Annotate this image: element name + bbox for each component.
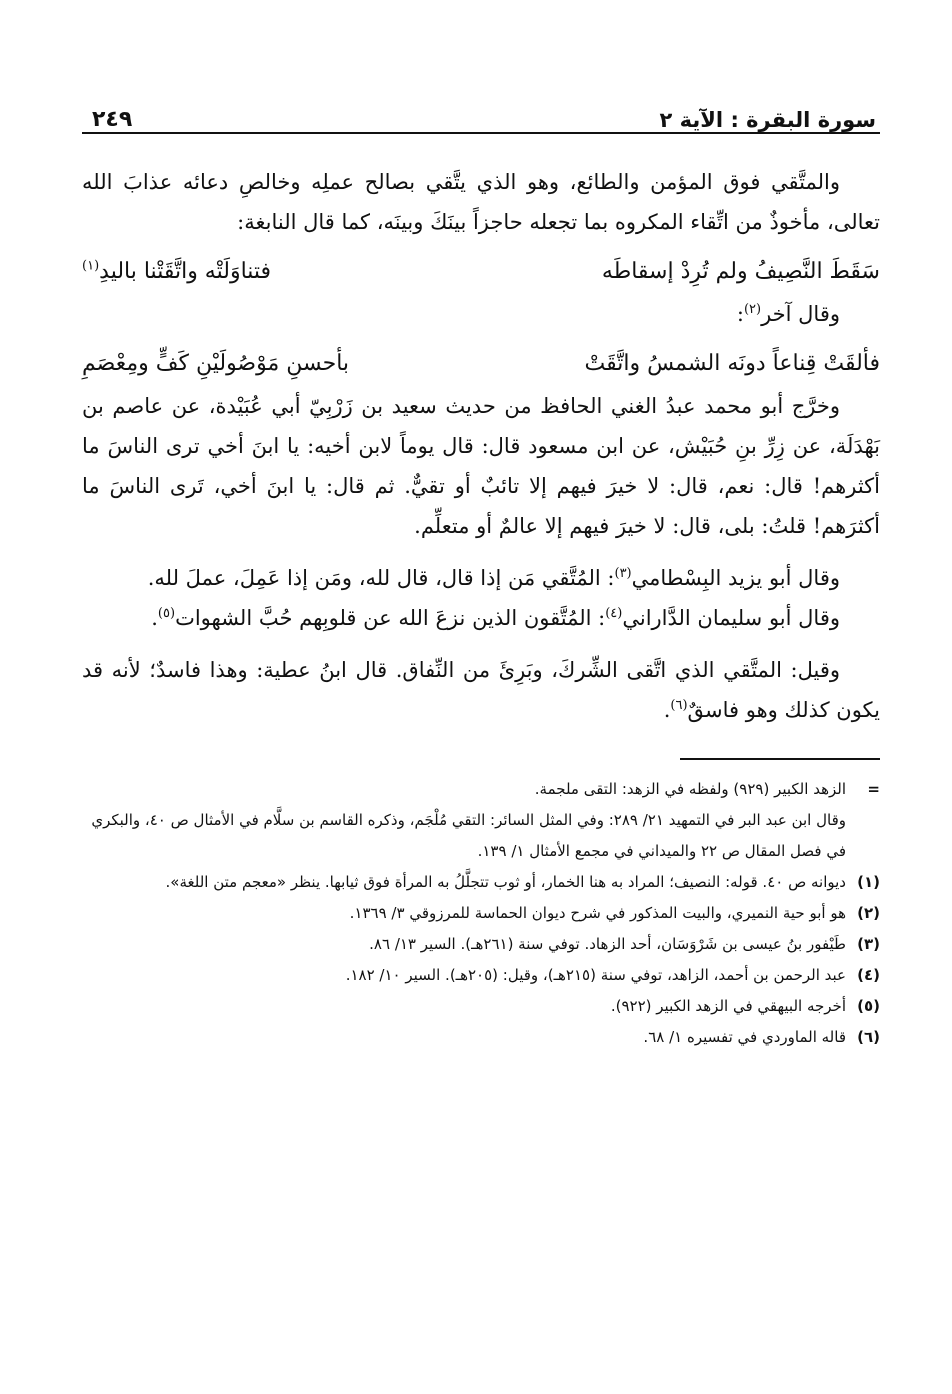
poetry-verse-1 [82, 250, 880, 294]
footnote-mark: = [867, 780, 880, 798]
footnote-text: طَيْفور بنُ عيسى بن شَرْوَسَان، أحد الزهاد. توفي سنة (٢٦١هـ). السير ١٣/ ٨٦. [369, 935, 846, 953]
verse-1-first-hemistich: سَقَطَ النَّصِيفُ ولم تُرِدْ إسقاطَه [601, 259, 880, 284]
period: . [151, 606, 158, 630]
verse-1-second-hemistich: فتناوَلَتْه واتَّقَتْنا باليدِ [99, 259, 272, 284]
book-page [82, 88, 880, 1354]
footnote-2 [82, 898, 880, 929]
bistami-intro: وقال أبو يزيد البِسْطامي [631, 566, 840, 590]
footnote-ref-1: (١) [82, 258, 100, 274]
footnote-mark: (٢) [857, 904, 880, 922]
bistami-saying: : المُتَّقي مَن إذا قال، قال لله، ومَن إذا عَمِلَ، عملَ لله. [147, 566, 615, 590]
poetry-verse-2 [82, 342, 880, 386]
footnote-text: أخرجه البيهقي في الزهد الكبير (٩٢٢). [610, 997, 846, 1015]
darani-intro: وقال أبو سليمان الدَّاراني [622, 606, 840, 630]
verse-1-second-hemistich-wrap [82, 250, 271, 294]
darani-saying: : المُتَّقون الذين نزعَ الله عن قلوبِهم حُبَّ الشهوات [175, 606, 606, 630]
footnote-mark: (١) [857, 873, 880, 891]
footnote-continuation [82, 774, 880, 805]
paragraph-hadith: وخرَّج أبو محمد عبدُ الغني الحافظ من حديث سعيد بن زَرْبِيّ أبي عُبَيْدة، عن عاصم بن بَهْدَلَة، عن زِرِّ بنِ حُبَيْش، عن ابن مسعود قال: قال يوماً لابن أخيه: يا ابنَ أخي ترى الناسَ ما أكثرهم! قال: نعم، قال: لا خيرَ فيهم إلا تائبٌ أو تقيٌّ. ثم قال: يا ابنَ أخي، تَرى الناسَ ما أكثرَهم! قلتُ: بلى، قال: لا خيرَ فيهم إلا عالمٌ أو متعلِّم. [82, 394, 880, 538]
footnote-ref-4: (٤) [605, 606, 623, 621]
footnote-text: وقال ابن عبد البر في التمهيد ٢١/ ٢٨٩: وفي المثل السائر: التقي مُلْجَم، وذكره القاسم بن سلَّام في الأمثال ص ٤٠، والبكري في فصل المقال ص ٢٢ والميداني في مجمع الأمثال ١/ ١٣٩. [91, 811, 846, 860]
footnote-mark: (٥) [857, 997, 880, 1015]
footnote-ref-2: (٢) [743, 302, 762, 317]
footnote-mark: (٣) [857, 935, 880, 953]
footnote-ref-3: (٣) [614, 566, 632, 581]
ibn-atiyya-text: وقيل: المتَّقي الذي اتَّقى الشِّركَ، وبَرِئَ من النِّفاق. قال ابنُ عطية: وهذا فاسدٌ؛ لأنه قد يكون كذلك وهو فاسقٌ [82, 658, 880, 722]
footnote-text: عبد الرحمن بن أحمد، الزاهد، توفي سنة (٢١٥هـ)، وقيل: (٢٠٥هـ). السير ١٠/ ١٨٢. [345, 966, 846, 984]
footnote-ref-6: (٦) [670, 698, 688, 713]
footnote-continuation-2 [82, 805, 880, 867]
footnote-text: الزهد الكبير (٩٢٩) ولفظه في الزهد: التقى ملجمة. [534, 780, 846, 798]
footnote-4 [82, 960, 880, 991]
footnote-mark: (٤) [857, 966, 880, 984]
paragraph-muttaqi-definition: والمتَّقي فوق المؤمن والطائع، وهو الذي يتَّقي بصالح عملِه وخالصِ دعائه عذابَ الله تعالى، مأخوذٌ من اتِّقاء المكروه بما تجعله حاجزاً بينَكَ وبينَه، كما قال النابغة: [82, 170, 880, 234]
paragraph-ibn-atiyya [82, 650, 880, 730]
page-header [82, 88, 880, 134]
another-poet-text: وقال آخر [761, 302, 840, 326]
footnote-ref-5: (٥) [157, 606, 176, 621]
running-title: سورة البقرة : الآية ٢ [659, 108, 876, 132]
footnotes [82, 774, 880, 1053]
footnote-mark: (٦) [857, 1028, 880, 1046]
paragraph-darani [82, 598, 880, 638]
footnote-3 [82, 929, 880, 960]
verse-2-first-hemistich: فألقَتْ قِناعاً دونَه الشمسُ واتَّقَتْ [584, 351, 880, 376]
verse-2-second-hemistich: بأحسنِ مَوْصُولَيْنِ كَفٍّ ومِعْصَمِ [82, 351, 350, 376]
footnote-text: هو أبو حية النميري، والبيت المذكور في شرح ديوان الحماسة للمرزوقي ٣/ ١٣٦٩. [349, 904, 846, 922]
footnote-6 [82, 1022, 880, 1053]
colon: : [736, 302, 744, 326]
footnote-5 [82, 991, 880, 1022]
period: . [663, 698, 671, 722]
footnote-text: قاله الماوردي في تفسيره ١/ ٦٨. [643, 1028, 846, 1046]
page-number: ٢٤٩ [92, 107, 133, 132]
footnote-divider [680, 758, 880, 760]
paragraph-bistami [82, 558, 880, 598]
paragraph-another-poet [82, 294, 880, 334]
main-text [82, 162, 880, 730]
footnote-text: ديوانه ص ٤٠. قوله: النصيف؛ المراد به هنا الخمار، أو ثوب تتجلَّلُ به المرأة فوق ثيابها. ينظر «معجم متن اللغة». [165, 873, 846, 891]
footnote-1 [82, 867, 880, 898]
